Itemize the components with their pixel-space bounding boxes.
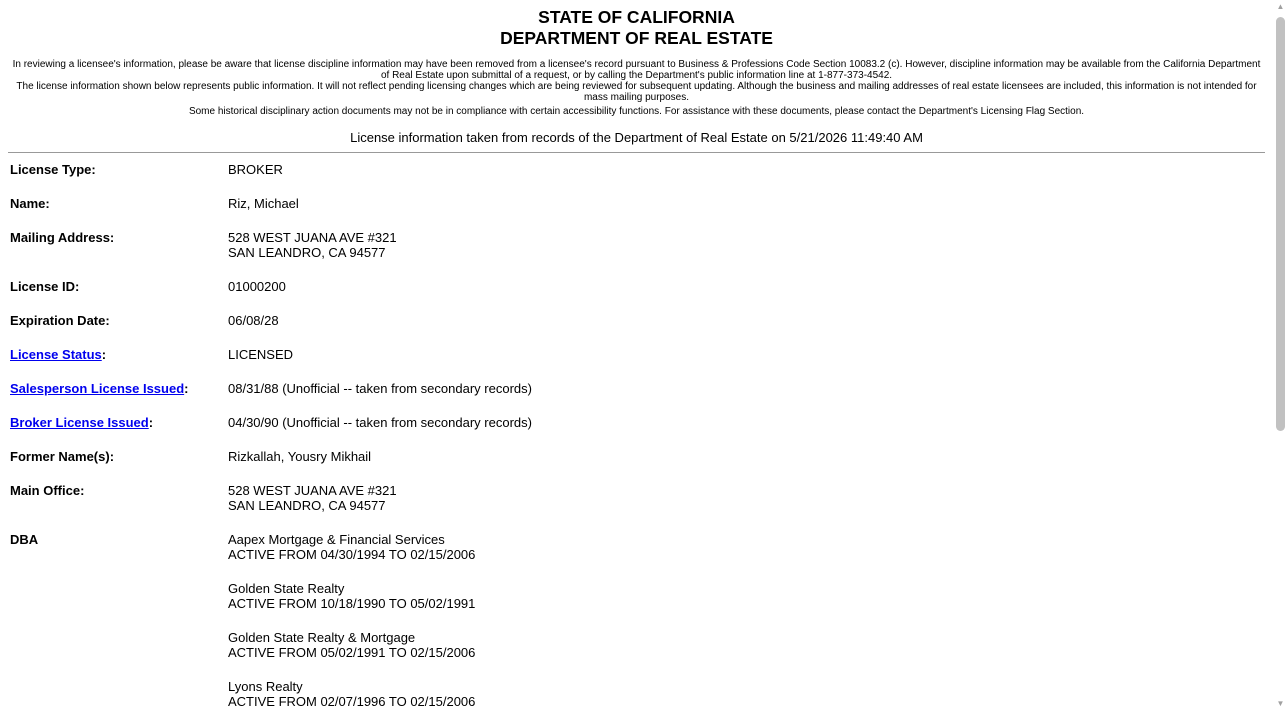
name-label: Name: [10, 196, 50, 211]
dba-list [228, 532, 1273, 711]
broker-issued-row [0, 415, 1273, 430]
broker-issued-colon: : [148, 415, 154, 430]
scroll-up-arrow-icon[interactable]: ▲ [1276, 2, 1285, 11]
public-info-disclaimer: The license information shown below represents public information. It will not reflect pending licensing changes which are being reviewed for subsequent updating. Although the business and mailing addresses of real estate licensees are included, this information is not intended for mass mailing purposes. [16, 81, 1257, 103]
main-office-line1: 528 WEST JUANA AVE #321 [228, 483, 397, 498]
main-office-value [228, 483, 1273, 513]
license-status-row [0, 347, 1273, 362]
discipline-disclaimer: In reviewing a licensee's information, please be aware that license discipline information may have been removed from a licensee's record pursuant to Business & Professions Code Section 10083.2 (c). However, discipline information may be available from the California Department of Real Estate upon submittal of a request, or by calling the Department's public information line at 1-877-373-4542. [12, 59, 1261, 81]
license-status-value: LICENSED [228, 347, 294, 362]
mailing-address-line2: SAN LEANDRO, CA 94577 [228, 245, 386, 260]
salesperson-issued-label [0, 381, 228, 396]
dba-entry [228, 630, 1273, 660]
license-details [0, 162, 1273, 711]
license-type-row [0, 162, 1273, 177]
broker-issued-value: 04/30/90 (Unofficial -- taken from secondary records) [228, 415, 532, 430]
name-row [0, 196, 1273, 211]
expiration-date-row [0, 313, 1273, 328]
mailing-address-label: Mailing Address: [10, 230, 115, 245]
state-title: STATE OF CALIFORNIA [538, 7, 735, 27]
accessibility-disclaimer: Some historical disciplinary action documents may not be in compliance with certain accessibility functions. For assistance with these documents, please contact the Department's Licensing Flag Section. [188, 106, 1085, 117]
broker-issued-label [0, 415, 228, 430]
dba-active-range: ACTIVE FROM 04/30/1994 TO 02/15/2006 [228, 547, 476, 562]
expiration-date-label: Expiration Date: [10, 313, 110, 328]
dba-label: DBA [10, 532, 39, 547]
dba-name: Lyons Realty [228, 679, 303, 694]
license-type-value: BROKER [228, 162, 283, 177]
records-note: License information taken from records of the Department of Real Estate on 5/21/2026 11:49:40 AM [350, 130, 923, 145]
former-names-value: Rizkallah, Yousry Mikhail [228, 449, 372, 464]
dba-active-range: ACTIVE FROM 10/18/1990 TO 05/02/1991 [228, 596, 476, 611]
dba-row [0, 532, 1273, 711]
mailing-address-row [0, 230, 1273, 260]
salesperson-license-issued-link[interactable]: Salesperson License Issued [10, 381, 185, 396]
main-office-row [0, 483, 1273, 513]
department-title: DEPARTMENT OF REAL ESTATE [500, 28, 773, 48]
license-status-colon: : [101, 347, 107, 362]
former-names-row [0, 449, 1273, 464]
license-status-link[interactable]: License Status [10, 347, 102, 362]
dba-name: Aapex Mortgage & Financial Services [228, 532, 445, 547]
main-office-line2: SAN LEANDRO, CA 94577 [228, 498, 386, 513]
license-id-label: License ID: [10, 279, 80, 294]
license-type-label: License Type: [10, 162, 96, 177]
dba-entry [228, 532, 1273, 562]
license-id-row [0, 279, 1273, 294]
former-names-label: Former Name(s): [10, 449, 115, 464]
main-office-label: Main Office: [10, 483, 85, 498]
license-id-value: 01000200 [228, 279, 286, 294]
salesperson-issued-value: 08/31/88 (Unofficial -- taken from secondary records) [228, 381, 532, 396]
mailing-address-line1: 528 WEST JUANA AVE #321 [228, 230, 397, 245]
dba-name: Golden State Realty & Mortgage [228, 630, 416, 645]
vertical-scrollbar[interactable] [1273, 0, 1288, 711]
license-status-label [0, 347, 228, 362]
mailing-address-value [228, 230, 1273, 260]
scroll-down-arrow-icon[interactable]: ▼ [1276, 699, 1285, 708]
dba-entry [228, 679, 1273, 709]
dba-active-range: ACTIVE FROM 02/07/1996 TO 02/15/2006 [228, 694, 476, 709]
salesperson-issued-colon: : [184, 381, 189, 396]
dba-active-range: ACTIVE FROM 05/02/1991 TO 02/15/2006 [228, 645, 476, 660]
salesperson-issued-row [0, 381, 1273, 396]
name-value: Riz, Michael [228, 196, 299, 211]
scroll-thumb[interactable] [1276, 17, 1285, 431]
page-title [0, 7, 1273, 49]
expiration-date-value: 06/08/28 [228, 313, 279, 328]
broker-license-issued-link[interactable]: Broker License Issued [10, 415, 149, 430]
dba-name: Golden State Realty [228, 581, 345, 596]
dba-entry [228, 581, 1273, 611]
divider [8, 152, 1265, 153]
